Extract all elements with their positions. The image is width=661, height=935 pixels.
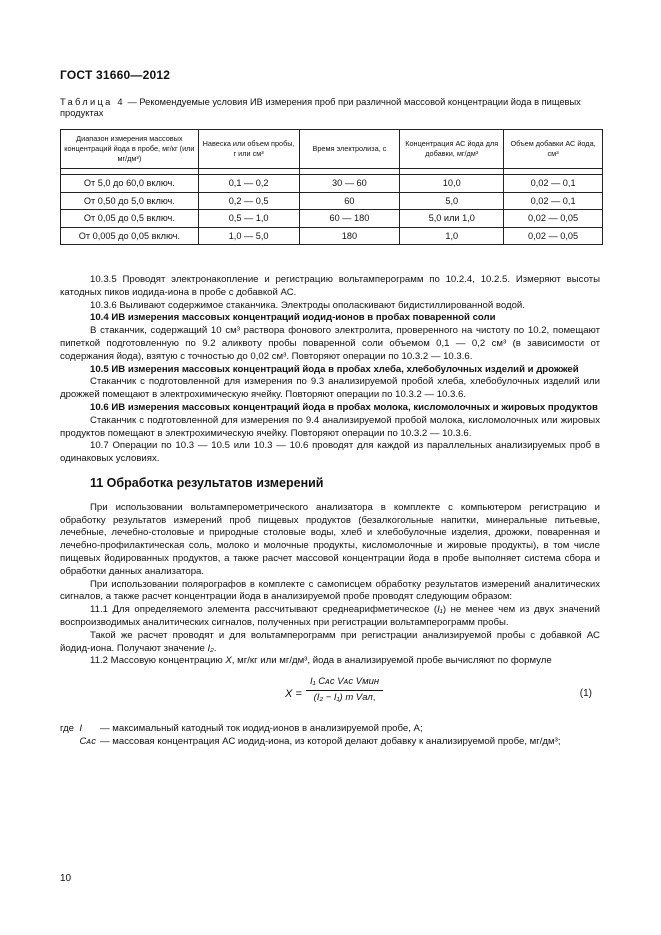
table-row	[61, 227, 603, 245]
table-cell: 60	[299, 192, 400, 210]
conditions-table	[60, 129, 603, 245]
paragraph-10-4: В стаканчик, содержащий 10 см³ раствора фонового электролита, проверенного на чистоту по 10.2, помещают пипеткой подготовленную по 9.2 аликвоту пробы поваренной соли объемом 0,1 — 0,2 см³ (в зависимости от содержания йода), взятую с точностью до 0,02 см³. Повторяют операции по 10.3.2 — 10.3.6.	[60, 325, 600, 362]
paragraph-10-3-6: 10.3.6 Выливают содержимое стаканчика. Электроды ополаскивают бидистиллированной водой.	[90, 299, 525, 311]
table-cell: 5,0	[400, 192, 504, 210]
table-header-cell: Объем добавки АС йода, см³	[504, 130, 603, 169]
paragraph-11-1	[60, 604, 600, 630]
table-caption-text: — Рекомендуемые условия ИВ измерения проб при различной массовой концентрации йода в пищевых продуктах	[60, 97, 581, 118]
table-cell: От 0,05 до 0,5 включ.	[61, 210, 199, 228]
paragraph-11-2-start: 11.2 Массовую концентрацию	[90, 655, 226, 667]
paragraph-11-1-addition-text: Такой же расчет проводят и для вольтамперограмм при регистрации анализируемой пробы с добавкой АС йодид-иона. Получают значение	[60, 629, 600, 654]
paragraph-11-1-end: ) не менее чем из двух значений воспроизводимых аналитических сигналов, полученных при регистрации вольтамперограмм пробы.	[60, 604, 600, 628]
table-caption-label: Таблица 4	[60, 97, 125, 107]
heading-10-5: 10.5 ИВ измерения массовых концентраций йода в пробах хлеба, хлебобулочных изделий и дрожжей	[90, 363, 579, 375]
section-11-content	[60, 502, 600, 668]
formula-denominator	[306, 691, 383, 705]
heading-10-4: 10.4 ИВ измерения массовых концентраций иодид-ионов в пробах поваренной соли	[90, 312, 496, 324]
table-header-cell: Навеска или объем пробы, г или см³	[198, 130, 299, 169]
table-cell: 0,02 — 0,05	[504, 227, 603, 245]
table-cell: 0,02 — 0,1	[504, 175, 603, 193]
table-caption	[60, 97, 605, 119]
table-header-cell: Время электролиза, с	[299, 130, 400, 169]
section-11-title: 11 Обработка результатов измерений	[90, 475, 324, 490]
table-row	[61, 192, 603, 210]
table-cell: 1,0 — 5,0	[198, 227, 299, 245]
table-cell: От 0,005 до 0,05 включ.	[61, 227, 199, 245]
definition-text: — массовая концентрация АС иодид-иона, из которой делают добавку к анализируемой пробе, мг/дм³;	[100, 735, 561, 747]
table-cell: 5,0 или 1,0	[400, 210, 504, 228]
symbol-x: X	[225, 655, 232, 667]
definition-symbol	[60, 736, 100, 749]
formula-denominator-text: (I₂ − I₁) m Vал	[313, 691, 373, 703]
formula-numerator-text: I₁ Cᴀᴄ Vᴀᴄ Vмин	[310, 676, 380, 688]
paragraph-11-polarograph: При использовании полярографов в комплекте с самописцем обработку результатов измерений аналитических сигналов, а также расчет концентрации йода в анализируемой пробе проводят следующим образом:	[60, 578, 600, 603]
paragraph-11-2	[60, 655, 600, 668]
definition-symbol	[60, 723, 100, 736]
table-cell: 180	[299, 227, 400, 245]
table-cell: 30 — 60	[299, 175, 400, 193]
formula-lhs: X =	[285, 688, 302, 701]
table-cell: От 0,50 до 5,0 включ.	[61, 192, 199, 210]
table-cell: 0,02 — 0,1	[504, 192, 603, 210]
table-cell: 1,0	[400, 227, 504, 245]
definition-symbol-i: I	[79, 723, 83, 735]
definition-row	[60, 723, 600, 736]
paragraph-11-1-addition	[60, 630, 600, 656]
formula-1	[60, 674, 600, 718]
paragraph-10-3-5: 10.3.5 Проводят электронакопление и регистрацию вольтамперограмм по 10.2.4, 10.2.5. Измеряют высоты катодных пиков иодида-иона в пробе с добавкой АС.	[60, 274, 600, 298]
paragraph-10-7: 10.7 Операции по 10.3 — 10.5 или 10.3 — 10.6 проводят для каждой из параллельных анализируемых проб в одинаковых условиях.	[60, 440, 600, 465]
paragraph-11-analyzer: При использовании вольтамперометрического анализатора в комплекте с компьютером регистрацию и обработку результатов измерений проб пищевых продуктов (безалкогольные напитки, минеральные питьевые, лечебные, лечебно-столовые и природные столовые воды, хлеб и хлебобулочные изделия, дрожжи, поваренная и лечебно-профилактическая соль, молоко и молочные продукты, кисломолочные и жировые продукты), в том числе пищевых йодированных продуктов, а также расчет массовой концентрации йода в пробе выполняет система сбора и обработки данных анализатора.	[60, 501, 600, 577]
page-number: 10	[60, 873, 72, 884]
formula-numerator	[306, 676, 383, 691]
paragraph-11-2-end: , мг/кг или мг/дм³, йода в анализируемой пробе вычисляют по формуле	[231, 655, 552, 667]
definition-symbol-cac: Cᴀᴄ	[79, 735, 96, 747]
paragraph-10-6: Стаканчик с подготовленной для измерения по 9.4 анализируемой пробой молока, кисломолочных или жировых продуктов помещают в электрохимическую ячейку. Повторяют операции по 10.3.2 — 10.3.6.	[60, 414, 600, 439]
paragraph-11-1-start: 11.1 Для определяемого элемента рассчитывают среднеарифметическое (	[90, 604, 438, 616]
table-cell: 10,0	[400, 175, 504, 193]
formula-comma: ,	[372, 691, 376, 703]
table-cell: 0,02 — 0,05	[504, 210, 603, 228]
table-header-cell: Диапазон измерения массовых концентраций йода в пробе, мг/кг (или мг/дм³)	[61, 130, 199, 169]
table-cell: 60 — 180	[299, 210, 400, 228]
table-row	[61, 175, 603, 193]
symbol-i1: I₁	[437, 604, 443, 616]
table-header-row	[61, 130, 603, 169]
paragraph-10-5: Стаканчик с подготовленной для измерения по 9.3 анализируемой пробой хлеба, хлебобулочных изделий или дрожжей помещают в электрохимическую ячейку. Повторяют операции по 10.3.2 — 10.3.6.	[60, 376, 600, 401]
sentence-end: .	[213, 642, 217, 654]
formula-fraction	[306, 676, 383, 705]
formula-number: (1)	[579, 688, 592, 700]
table-cell: 0,1 — 0,2	[198, 175, 299, 193]
definition-text: — максимальный катодный ток иодид-ионов в анализируемой пробе, А;	[100, 723, 423, 735]
definition-row	[60, 736, 600, 749]
symbol-definitions	[60, 723, 600, 749]
document-body	[60, 274, 600, 749]
symbol-i2: I₂	[207, 642, 214, 654]
table-header-cell: Концентрация АС йода для добавки, мг/дм³	[400, 130, 504, 169]
where-intro: где	[60, 723, 75, 735]
heading-10-6: 10.6 ИВ измерения массовых концентраций йода в пробах молока, кисломолочных и жировых продуктов	[90, 401, 598, 413]
table-cell: 0,5 — 1,0	[198, 210, 299, 228]
table-cell: 0,2 — 0,5	[198, 192, 299, 210]
table-row	[61, 210, 603, 228]
standard-header: ГОСТ 31660—2012	[60, 68, 171, 82]
table-cell: От 5,0 до 60,0 включ.	[61, 175, 199, 193]
